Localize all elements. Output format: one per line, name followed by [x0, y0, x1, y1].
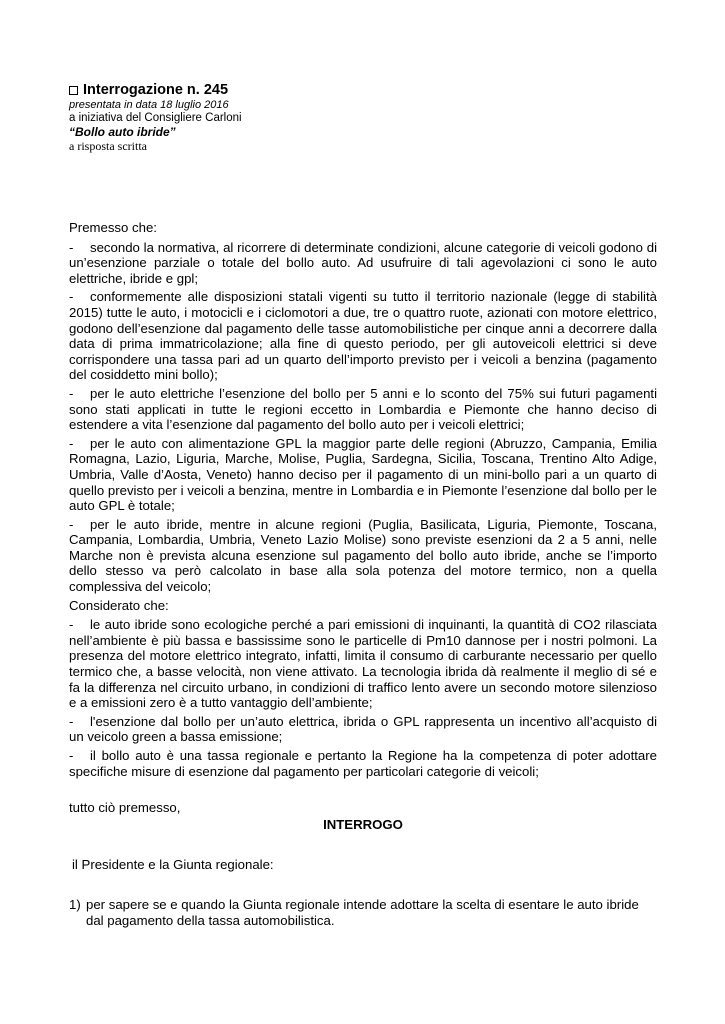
premises-label: Premesso che: — [69, 220, 157, 235]
dash-bullet: - — [69, 748, 74, 763]
premise-item: - secondo la normativa, al ricorrere di determinate condizioni, alcune categorie di veicoli godono di un’esenzione parziale o totale del bollo auto. Ad usufruire di tali agevolazioni ci sono le auto elettriche, ibride e gpl; — [69, 239, 657, 286]
premise-item: - per le auto elettriche l’esenzione del bollo per 5 anni e lo sconto del 75% sui futuri pagamenti sono stati applicati in tutte le regioni eccetto in Lombardia e Piemonte che hanno deciso di estendere a vita l’esenzione dal pagamento del bollo auto per i veicoli elettrici; — [69, 385, 657, 433]
document-title: Interrogazione n. 245 — [83, 82, 229, 98]
presentation-date: presentata in data 18 luglio 2016 — [69, 99, 229, 111]
dash-bullet: - — [69, 435, 74, 451]
request-text: per sapere se e quando la Giunta regionale intende adottare la scelta di esentare le auto ibride dal pagamento della tassa automobilistica. — [86, 896, 639, 928]
premised-closing: tutto ciò premesso, — [69, 800, 181, 816]
dash-bullet: - — [69, 713, 74, 729]
dash-bullet: - — [69, 289, 74, 305]
consideration-item: - l'esenzione dal bollo per un’auto elettrica, ibrida o GPL rappresenta un incentivo all’acquisto di un veicolo green a bassa emissione; — [69, 713, 657, 745]
considerations-label: Considerato che: — [69, 597, 169, 613]
premise-item: - conformemente alle disposizioni statali vigenti su tutto il territorio nazionale (legge di stabilità 2015) tutte le auto, i motocicli e i ciclomotori a due, tre o quattro ruote, azionati con motore elettrico, godono dell’esenzione dal pagamento delle tasse automobilistiche per cinque anni a decorrere dalla data di prima immatricolazione; alla fine di questo periodo, per gli autoveicoli elettrici si deve corrispondere una tassa pari ad un quarto dell’importo previsto per i veicoli a benzina (pagamento del cosiddetto mini bollo); — [69, 289, 657, 383]
recipient-line: il Presidente e la Giunta regionale: — [72, 857, 274, 873]
dash-bullet: - — [69, 239, 74, 255]
interrogo-heading: INTERROGO — [323, 816, 403, 832]
checkbox-icon — [69, 86, 78, 95]
title-line — [69, 82, 469, 99]
dash-bullet: - — [69, 385, 74, 401]
consideration-item: - il bollo auto è una tassa regionale e pertanto la Regione ha la competenza di poter adottare specifiche misure di esenzione dal pagamento per particolari categorie di veicoli; — [69, 748, 657, 779]
premise-item: - per le auto ibride, mentre in alcune regioni (Puglia, Basilicata, Liguria, Piemonte, Toscana, Campania, Lombardia, Umbria, Veneto Lazio Molise) sono previste esenzioni da 2 a 5 anni, nelle Marche non è prevista alcuna esenzione sul pagamento del bollo auto ibride, anche se l’importo dello stesso va però calcolato in base alla sola potenza del motore termico, non a quella complessiva del veicolo; — [69, 516, 657, 595]
initiative-line: a iniziativa del Consigliere Carloni — [69, 112, 242, 124]
premise-item: - per le auto con alimentazione GPL la maggior parte delle regioni (Abruzzo, Campania, Emilia Romagna, Lazio, Liguria, Marche, Molise, Puglia, Sardegna, Sicilia, Toscana, Trentino Alto Adige, Umbria, Valle d’Aosta, Veneto) hanno deciso per il pagamento di un mini-bollo pari a un quarto di quello previsto per i veicoli a benzina, mentre in Lombardia e in Piemonte l’esenzione dal bollo per le auto GPL è totale; — [69, 435, 657, 514]
request-number: 1) — [69, 896, 81, 912]
dash-bullet: - — [69, 516, 74, 532]
document-body — [69, 220, 657, 928]
response-type: a risposta scritta — [69, 139, 147, 153]
document-subject: “Bollo auto ibride” — [69, 125, 176, 139]
request-item — [69, 897, 657, 928]
dash-bullet: - — [69, 617, 74, 633]
consideration-item: - le auto ibride sono ecologiche perché a pari emissioni di inquinanti, la quantità di CO2 rilasciata nell’ambiente è più bassa e bassissime sono le particelle di Pm10 dannose per i nostri polmoni. La presenza del motore elettrico integrato, infatti, limita il consumo di carburante necessario per quello termico che, a basse velocità, non viene attivato. La tecnologia ibrida dà realmente il meglio di sé e fa la differenza nel circuito urbano, in condizioni di traffico lento avere un secondo motore silenzioso e a emissioni zero è a tutto vantaggio dell’ambiente; — [69, 617, 657, 711]
document-header — [69, 82, 469, 153]
